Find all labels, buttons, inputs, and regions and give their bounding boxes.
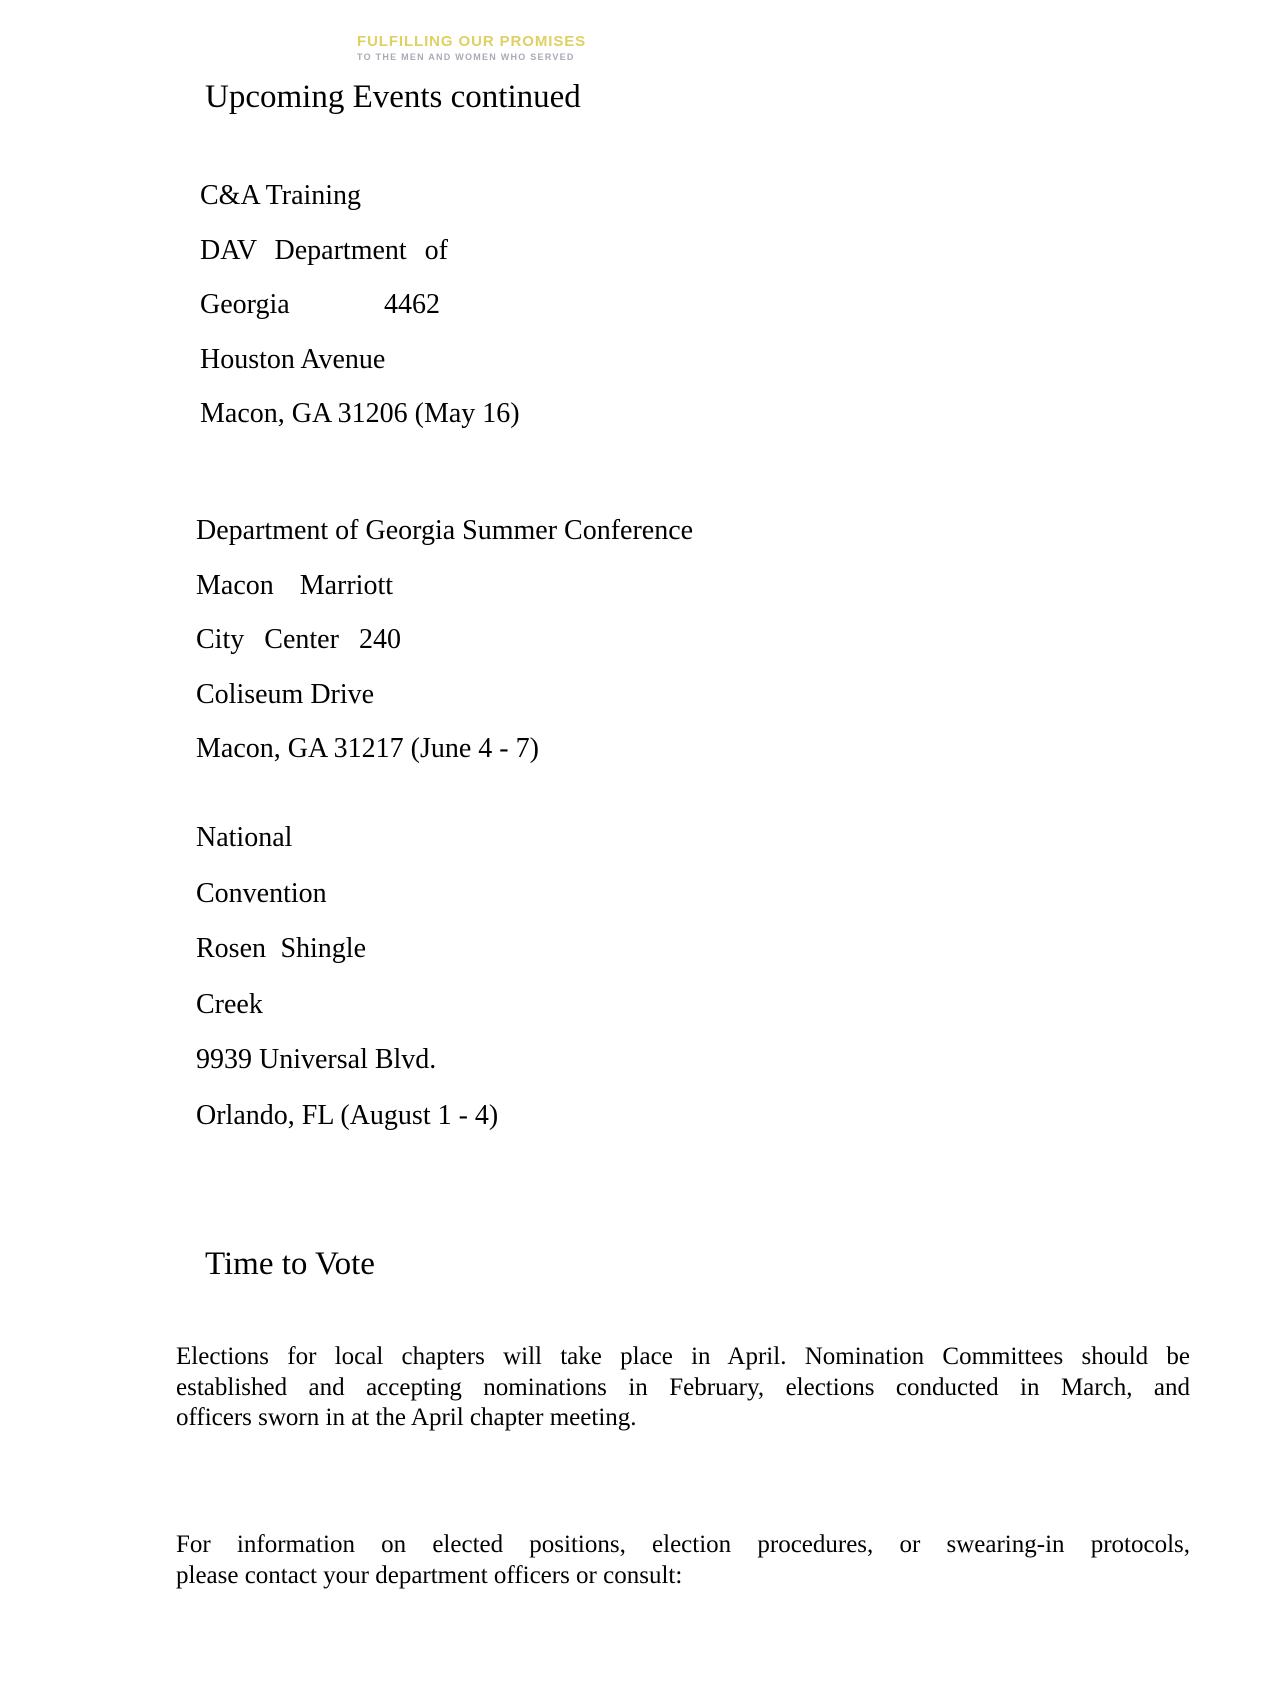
event-training-address-line: Georgia 4462 xyxy=(200,289,440,320)
event-training-title: C&A Training xyxy=(200,180,362,211)
heading-upcoming-events: Upcoming Events continued xyxy=(205,79,581,115)
event-conference-venue-line: City Center 240 xyxy=(196,624,401,655)
paragraph-contact-line: please contact your department officers or consult: xyxy=(176,1561,683,1589)
event-convention-title-line: Convention xyxy=(196,877,327,909)
event-conference-title: Department of Georgia Summer Conference xyxy=(196,515,694,546)
tagline-secondary: TO THE MEN AND WOMEN WHO SERVED xyxy=(357,52,575,62)
paragraph-elections-line: established and accepting nominations in February, elections conducted in March, and xyxy=(176,1373,1190,1401)
event-convention-title-line: National xyxy=(196,822,293,853)
event-training-city-date: Macon, GA 31206 (May 16) xyxy=(200,398,520,429)
heading-time-to-vote: Time to Vote xyxy=(205,1246,375,1282)
event-convention-venue-line: Creek xyxy=(196,988,263,1020)
event-convention-address-line: 9939 Universal Blvd. xyxy=(196,1044,437,1075)
event-convention-city-date: Orlando, FL (August 1 - 4) xyxy=(196,1099,499,1131)
tagline-primary: FULFILLING OUR PROMISES xyxy=(357,33,587,50)
event-training-address-line: Houston Avenue xyxy=(200,343,386,375)
event-conference-city-date: Macon, GA 31217 (June 4 - 7) xyxy=(196,733,539,764)
paragraph-contact-line: For information on elected positions, election procedures, or swearing-in protocols, xyxy=(176,1531,1190,1558)
paragraph-elections-line: Elections for local chapters will take place in April. Nomination Committees should be xyxy=(176,1343,1190,1370)
event-block-summer-conference xyxy=(196,504,693,777)
paragraph-elections xyxy=(176,1342,1190,1434)
paragraph-elections-line: officers sworn in at the April chapter meeting. xyxy=(176,1404,637,1431)
event-conference-address-line: Coliseum Drive xyxy=(196,678,375,710)
paragraph-contact-info xyxy=(176,1530,1190,1591)
event-block-training xyxy=(200,169,520,442)
event-conference-venue-line: Macon Marriott xyxy=(196,569,393,601)
event-convention-venue-line: Rosen Shingle xyxy=(196,933,366,964)
event-training-address-line: DAV Department of xyxy=(200,234,448,266)
masthead-tagline xyxy=(357,33,586,62)
event-block-national-convention xyxy=(196,810,498,1143)
